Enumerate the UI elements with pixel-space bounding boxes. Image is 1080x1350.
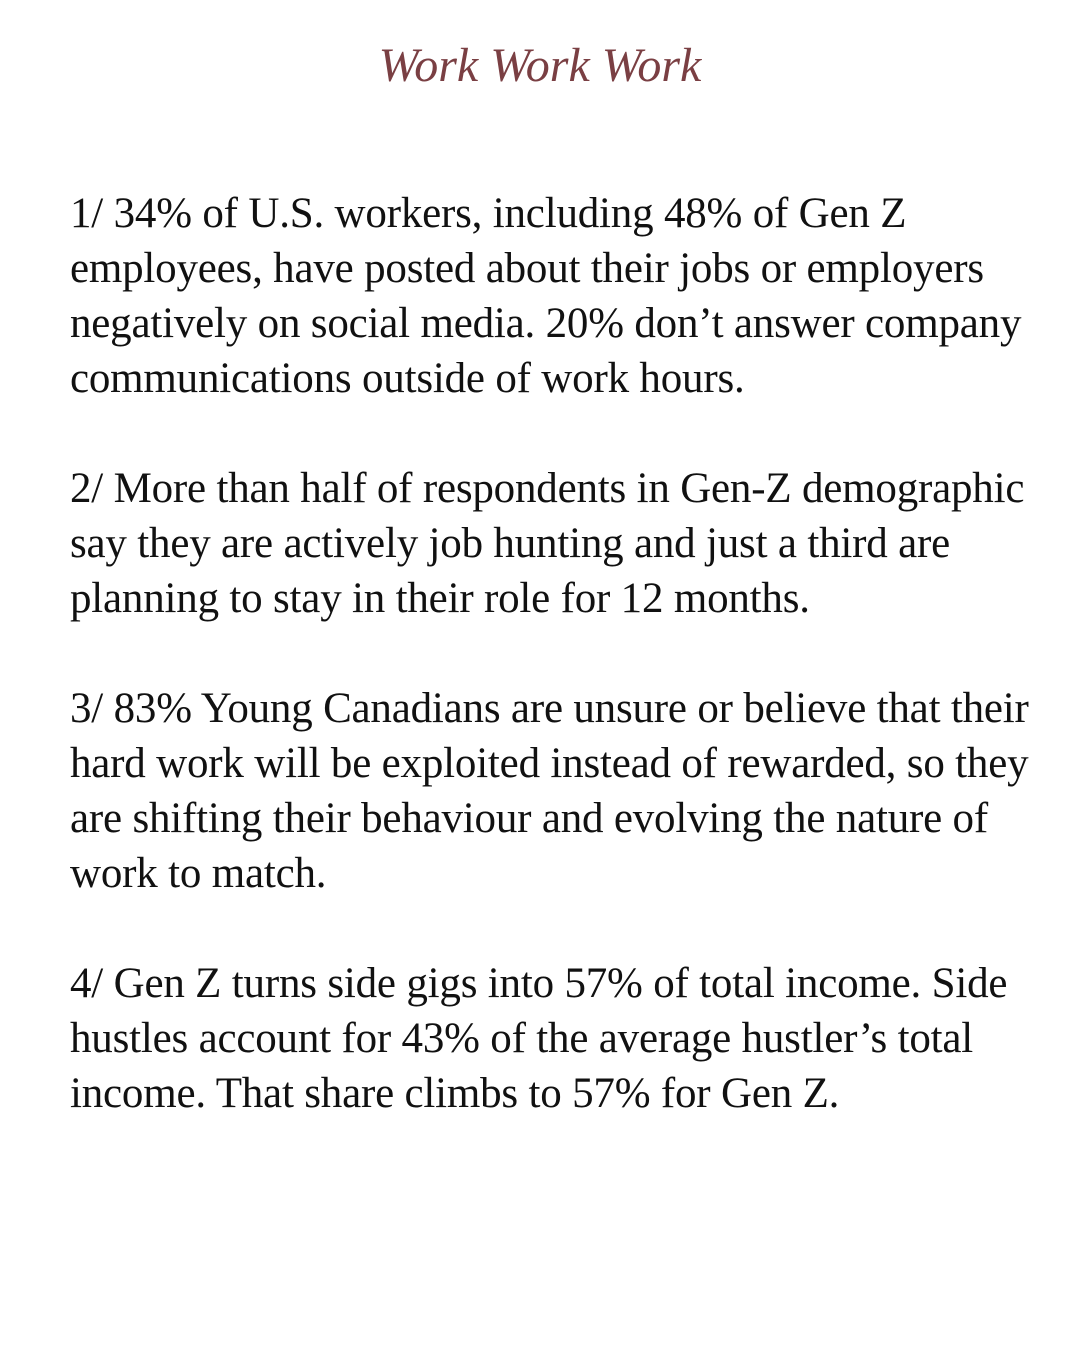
stat-paragraph-4: 4/ Gen Z turns side gigs into 57% of total income. Side hustles account for 43% of the average hustler’s total income. That share climbs to 57% for Gen Z. [70,960,1008,1117]
stat-paragraph-2: 2/ More than half of respondents in Gen-Z demographic say they are actively job hunting and just a third are planning to stay in their role for 12 months. [70,465,1025,622]
stat-paragraph-1: 1/ 34% of U.S. workers, including 48% of Gen Z employees, have posted about their jobs or employers negatively on social media. 20% don’t answer company communications outside of work hours. [70,190,1022,402]
stat-paragraph-3: 3/ 83% Young Canadians are unsure or believe that their hard work will be exploited instead of rewarded, so they are shifting their behaviour and evolving the nature of work to match. [70,685,1029,897]
stats-list [70,186,1030,1176]
page-title: Work Work Work [378,39,702,92]
